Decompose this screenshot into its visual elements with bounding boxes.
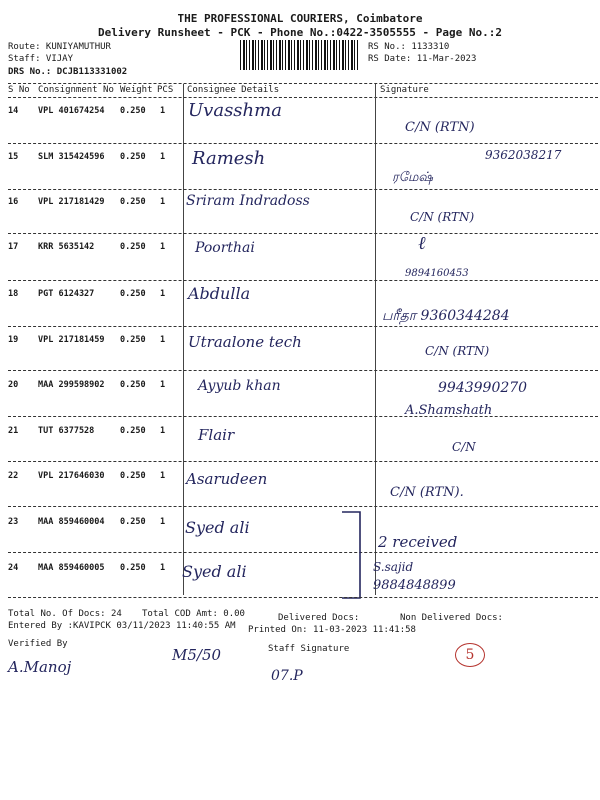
- signature-mark: ℓ: [418, 233, 426, 254]
- non-delivered-docs: Non Delivered Docs:: [400, 613, 503, 623]
- handwritten-count: M5/50: [172, 646, 222, 664]
- staff-label: Staff: VIJAY: [8, 54, 74, 64]
- staff-signature-label: Staff Signature: [268, 644, 350, 654]
- circled-number: 5: [455, 643, 485, 667]
- printed-on: Printed On: 11-03-2023 11:41:58: [248, 625, 416, 635]
- column-header: S No: [8, 85, 30, 95]
- column-rule: [183, 84, 184, 595]
- column-rule: [375, 84, 376, 595]
- column-header: Signature: [380, 85, 429, 95]
- drs-label: DRS No.: DCJB113331002: [8, 67, 128, 77]
- delivered-docs: Delivered Docs:: [278, 613, 360, 623]
- divider: [8, 280, 598, 281]
- page-title: THE PROFESSIONAL COURIERS, Coimbatore: [177, 12, 423, 25]
- divider: [8, 461, 598, 462]
- divider: [8, 506, 598, 507]
- entered-by: Entered By :KAVIPCK 03/11/2023 11:40:55 AM: [8, 621, 236, 631]
- divider: [8, 83, 598, 84]
- rs-date: RS Date: 11-Mar-2023: [368, 54, 477, 64]
- column-header: PCS: [157, 85, 174, 95]
- verified-by-label: Verified By: [8, 639, 68, 649]
- divider: [8, 416, 598, 417]
- divider: [8, 552, 598, 553]
- barcode: [240, 40, 360, 70]
- divider: [8, 189, 598, 190]
- column-header: Weight: [120, 85, 153, 95]
- column-header: Consignee Details: [187, 85, 280, 95]
- divider: [8, 233, 598, 234]
- verified-signature: A.Manoj: [8, 658, 72, 676]
- divider: [8, 597, 598, 598]
- column-header: Consignment No: [38, 85, 114, 95]
- rs-number: RS No.: 1133310: [368, 42, 450, 52]
- divider: [8, 143, 598, 144]
- page-subtitle: Delivery Runsheet - PCK - Phone No.:0422-3505555 - Page No.:2: [98, 26, 502, 39]
- divider: [8, 326, 598, 327]
- total-cod: Total COD Amt: 0.00: [142, 609, 245, 619]
- divider: [8, 97, 598, 98]
- total-docs: Total No. Of Docs: 24: [8, 609, 122, 619]
- staff-signature: 07.P: [271, 668, 303, 684]
- bracket-mark: [340, 508, 370, 603]
- route-label: Route: KUNIYAMUTHUR: [8, 42, 111, 52]
- divider: [8, 370, 598, 371]
